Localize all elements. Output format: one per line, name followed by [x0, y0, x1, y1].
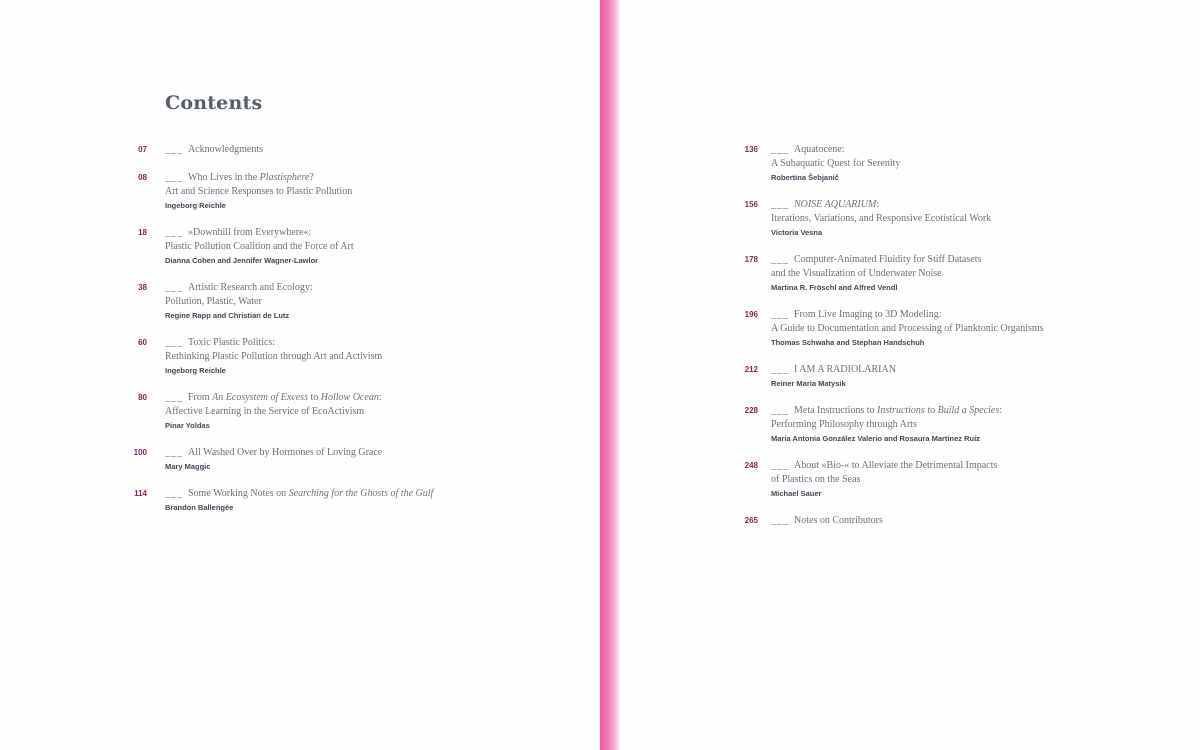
title-text: »Downhill from Everywhere«: — [188, 227, 312, 238]
title-text: Performing Philosophy through Arts — [771, 419, 917, 430]
toc-page-number: 212 — [744, 365, 758, 374]
title-text: Aquatocene: — [794, 144, 845, 155]
toc-page-number: 114 — [134, 489, 147, 498]
toc-entry-author: Pinar Yoldas — [165, 421, 210, 430]
leader-dash: ___ — [771, 199, 789, 210]
leader-dash: ___ — [165, 488, 183, 499]
italic-title-text: Searching for the Ghosts of the Gulf — [288, 488, 434, 499]
toc-entry-title-line — [771, 322, 1044, 336]
toc-entry-author: Dianna Cohen and Jennifer Wagner-Lawlor — [165, 256, 319, 265]
title-text: About »Bio-« to Alleviate the Detrimental Impacts — [794, 460, 998, 471]
toc-page-number: 08 — [138, 173, 147, 182]
leader-dash: ___ — [771, 254, 789, 265]
toc-page-number: 60 — [138, 338, 147, 347]
toc-entry[interactable] — [138, 143, 263, 157]
toc-entry[interactable] — [744, 404, 1003, 446]
title-text: Meta Instructions to — [794, 405, 878, 416]
title-text: : — [876, 199, 880, 210]
toc-entry-title-line — [165, 171, 352, 185]
italic-title-text: An Ecosystem of Excess — [212, 392, 308, 403]
toc-entry-title-line — [771, 308, 1044, 322]
toc-entry[interactable] — [744, 143, 901, 185]
toc-page-number: 178 — [744, 255, 758, 264]
toc-entry-author: Victoria Vesna — [771, 228, 823, 237]
book-spine-gutter — [600, 0, 620, 750]
italic-title-text: Plastisphere — [259, 172, 310, 183]
toc-entry-author: Robertina Šebjanič — [771, 173, 839, 182]
title-text: of Plastics on the Seas — [771, 474, 861, 485]
toc-entry[interactable] — [744, 308, 1044, 350]
leader-dash: ___ — [771, 364, 789, 375]
toc-entry-author: Brandon Ballengée — [165, 503, 234, 512]
toc-entry[interactable] — [744, 459, 998, 501]
toc-entry-author: Thomas Schwaha and Stephan Handschuh — [771, 338, 925, 347]
toc-entry-author: Ingeborg Reichle — [165, 366, 226, 375]
toc-page-number: 228 — [744, 406, 758, 415]
italic-title-text: Hollow Ocean — [320, 392, 379, 403]
toc-entry-title-line — [771, 157, 900, 171]
italic-title-text: Instructions to Build a Species — [877, 405, 1000, 416]
toc-entry[interactable] — [138, 226, 354, 268]
toc-entry-title-line — [165, 336, 382, 350]
title-text: A Guide to Documentation and Processing of Planktonic Organisms — [771, 323, 1044, 334]
toc-page-number: 196 — [744, 310, 758, 319]
title-text: Who Lives in the — [188, 172, 260, 183]
leader-dash: ___ — [165, 227, 183, 238]
toc-entry-title-line — [771, 404, 1002, 418]
toc-entry-title-line — [165, 391, 382, 405]
toc-entry-title-line — [771, 459, 997, 473]
toc-entry-title-line — [165, 185, 352, 199]
leader-dash: ___ — [165, 447, 183, 458]
title-text: Pollution, Plastic, Water — [165, 296, 262, 307]
toc-entry-author: María Antonia González Valerio and Rosaura Martínez Ruíz — [771, 434, 980, 443]
title-text: Art and Science Responses to Plastic Pollution — [165, 186, 353, 197]
toc-entry[interactable] — [134, 487, 434, 515]
page-title: Contents — [165, 92, 263, 114]
toc-entry-title-line — [165, 295, 313, 309]
title-text: Computer-Animated Fluidity for Stiff Datasets — [794, 254, 982, 265]
leader-dash: ___ — [165, 144, 183, 155]
toc-page-number: 80 — [138, 393, 147, 402]
toc-entry-author: Regine Rapp and Christian de Lutz — [165, 311, 290, 320]
toc-entry[interactable] — [744, 253, 982, 295]
toc-entry-title-line — [165, 226, 354, 240]
title-text: ? — [309, 172, 314, 183]
toc-entry-author: Mary Maggic — [165, 462, 211, 471]
toc-entry-title-line — [771, 198, 991, 212]
toc-page-number: 18 — [138, 228, 147, 237]
toc-entry-title-line — [771, 514, 883, 528]
title-text: Iterations, Variations, and Responsive Ecotistical Work — [771, 213, 992, 224]
toc-entry-title-line — [165, 405, 382, 419]
toc-entry-author: Reiner Maria Matysik — [771, 379, 846, 388]
title-text: Artistic Research and Ecology: — [188, 282, 313, 293]
toc-entry-title-line — [165, 143, 263, 157]
italic-title-text: NOISE AQUARIUM — [794, 199, 877, 210]
toc-entry-title-line — [165, 487, 433, 501]
toc-page-number: 38 — [138, 283, 147, 292]
leader-dash: ___ — [771, 405, 789, 416]
leader-dash: ___ — [165, 337, 183, 348]
toc-entry[interactable] — [138, 171, 353, 213]
leader-dash: ___ — [165, 172, 183, 183]
title-text: Acknowledgments — [188, 144, 263, 155]
toc-entry-title-line — [165, 281, 313, 295]
toc-entry[interactable] — [744, 363, 896, 391]
right-page — [620, 0, 1200, 750]
title-text: Rethinking Plastic Pollution through Art and Activism — [165, 351, 383, 362]
toc-page-number: 156 — [744, 200, 758, 209]
leader-dash: ___ — [771, 309, 789, 320]
title-text: All Washed Over by Hormones of Loving Grace — [188, 447, 383, 458]
leader-dash: ___ — [165, 282, 183, 293]
title-text: and the Visualization of Underwater Noise — [771, 268, 942, 279]
toc-entry-title-line — [771, 418, 1002, 432]
title-text: to — [307, 392, 321, 403]
toc-entry[interactable] — [138, 336, 383, 378]
title-text: A Subaquatic Quest for Serenity — [771, 158, 901, 169]
toc-entry-title-line — [771, 473, 997, 487]
title-text: From — [188, 392, 213, 403]
title-text: : — [999, 405, 1003, 416]
leader-dash: ___ — [771, 460, 789, 471]
title-text: Toxic Plastic Politics: — [188, 337, 276, 348]
leader-dash: ___ — [771, 515, 789, 526]
leader-dash: ___ — [771, 144, 789, 155]
toc-entry-title-line — [165, 350, 382, 364]
title-text: Some Working Notes on — [188, 488, 289, 499]
toc-page-number: 100 — [133, 448, 147, 457]
title-text: I AM A RADIOLARIAN — [794, 364, 896, 375]
toc-entry[interactable] — [138, 281, 313, 323]
toc-entry-title-line — [771, 267, 981, 281]
toc-entry[interactable] — [133, 446, 383, 474]
toc-entry-title-line — [771, 212, 991, 226]
toc-page-number: 07 — [138, 145, 147, 154]
toc-entry[interactable] — [744, 514, 883, 528]
title-text: : — [378, 392, 382, 403]
title-text: Notes on Contributors — [794, 515, 883, 526]
toc-entry-title-line — [165, 240, 354, 254]
toc-entry-author: Michael Sauer — [771, 489, 822, 498]
toc-entry-title-line — [165, 446, 382, 460]
toc-page-number: 265 — [744, 516, 758, 525]
toc-entry-title-line — [771, 253, 981, 267]
leader-dash: ___ — [165, 392, 183, 403]
toc-entry[interactable] — [138, 391, 382, 433]
title-text: Plastic Pollution Coalition and the Force of Art — [165, 241, 354, 252]
title-text: From Live Imaging to 3D Modeling: — [794, 309, 942, 320]
toc-entry[interactable] — [744, 198, 992, 240]
toc-entry-author: Martina R. Fröschl and Alfred Vendl — [771, 283, 898, 292]
title-text: Affective Learning in the Service of EcoActivism — [165, 406, 365, 417]
toc-entry-author: Ingeborg Reichle — [165, 201, 226, 210]
toc-entry-title-line — [771, 363, 896, 377]
toc-page-number: 136 — [744, 145, 758, 154]
toc-page-number: 248 — [744, 461, 758, 470]
toc-entry-title-line — [771, 143, 900, 157]
